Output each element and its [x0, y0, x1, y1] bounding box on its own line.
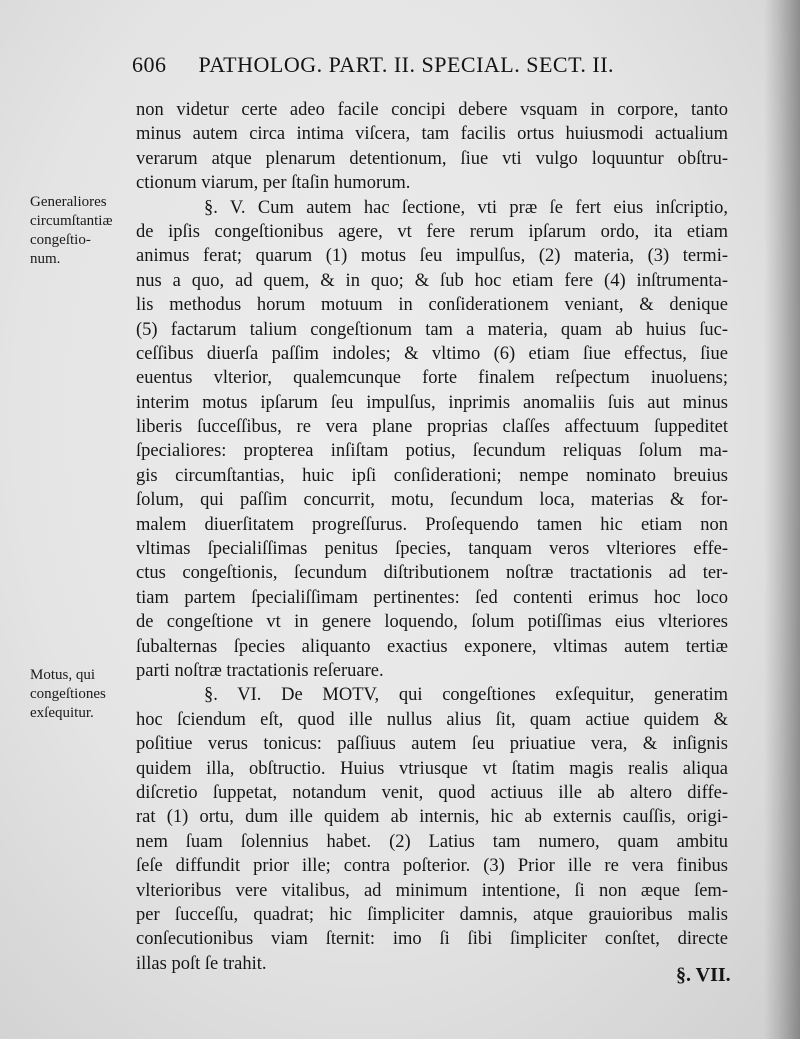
- margin-note-circumstances: [30, 193, 134, 269]
- margin-note-line: circumſtantiæ: [30, 213, 113, 229]
- text-line: ctionum viarum, per ſtaſin humorum.: [136, 173, 411, 194]
- text-line: rat (1) ortu, dum ille quidem ab internis, hic ab externis cauſſis, origi-: [136, 807, 728, 828]
- text-line: liberis ſucceſſibus, re vera plane proprias claſſes affectuum ſuppeditet: [136, 417, 728, 438]
- text-line: verarum atque plenarum detentionum, ſiue vti vulgo loquuntur obſtru-: [136, 148, 728, 169]
- page-edge-shadow: [764, 0, 800, 1039]
- text-line: malem diuerſitatem progreſſurus. Proſequendo tamen hic etiam non: [136, 514, 728, 535]
- catchword: §. VII.: [676, 964, 731, 986]
- text-line: hoc ſciendum eſt, quod ille nullus alius ſit, quam actiue quidem &: [136, 709, 728, 730]
- text-line: gis circumſtantias, huic ipſi conſiderationi; nempe nominato breuius: [136, 465, 728, 486]
- text-line: per ſucceſſu, quadrat; hic ſimpliciter damnis, atque grauioribus malis: [136, 904, 728, 925]
- text-line: ſeſe diffundit prior ille; contra poſterior. (3) Prior ille re vera finibus: [136, 856, 728, 877]
- paragraph-v-start: §. V. Cum autem hac ſectione, vti præ ſe fert eius inſcriptio,: [204, 197, 728, 218]
- text-line: conſecutionibus viam ſternit: imo ſi ſibi ſimpliciter conſtet, directe: [136, 929, 728, 950]
- running-title: PATHOLOG. PART. II. SPECIAL. SECT. II.: [198, 52, 615, 77]
- text-line: animus ferat; quarum (1) motus ſeu impulſus, (2) materia, (3) termi-: [136, 246, 728, 267]
- text-line: ſubalternas ſpecies aliquanto exactius exponere, vltimas autem tertiæ: [136, 636, 728, 657]
- text-line: nus a quo, ad quem, & in quo; & ſub hoc etiam fere (4) inſtrumenta-: [136, 270, 728, 291]
- text-line: nem ſuam ſolennius habet. (2) Latius tam numero, quam ambitu: [136, 831, 728, 852]
- text-line: ctus congeſtionis, ſecundum diſtributionem noſtræ tractationis ad ter-: [136, 563, 728, 584]
- text-line: ſolum, qui paſſim concurrit, motu, ſecundum loca, materias & for-: [136, 490, 728, 511]
- paragraph-vi-start: §. VI. De MOTV, qui congeſtiones exſequitur, generatim: [204, 685, 728, 706]
- margin-note-line: Motus, qui: [30, 667, 96, 683]
- text-line: interim motus ipſarum ſeu impulſus, inprimis anomaliis ſuis aut minus: [136, 392, 728, 413]
- text-line: ſpecialiores: propterea inſiſtam potius, ſecundum reliquas ſolum ma-: [136, 441, 728, 462]
- text-line: euentus vlterior, qualemcunque forte finalem reſpectum inuoluens;: [136, 368, 728, 389]
- text-line: poſitiue verus tonicus: paſſiuus autem ſeu priuatiue vera, & inſignis: [136, 734, 728, 755]
- margin-note-line: num.: [30, 251, 61, 267]
- margin-note-motus: [30, 666, 134, 723]
- text-line: vlterioribus vere vitalibus, ad minimum intentione, ſi non æque ſem-: [136, 880, 728, 901]
- running-header: [132, 52, 652, 78]
- text-line: vltimas ſpecialiſſimas penitus ſpecies, tanquam veros vlteriores effe-: [136, 539, 728, 560]
- page-number: 606: [132, 52, 167, 77]
- text-line: parti noſtræ tractationis reſeruare.: [136, 660, 384, 681]
- body-text: [136, 98, 728, 976]
- text-line: de ipſis congeſtionibus agere, vt fere rerum ipſarum ordo, ita etiam: [136, 221, 728, 242]
- margin-note-line: exſequitur.: [30, 705, 94, 721]
- text-line: non videtur certe adeo facile concipi debere vsquam in corpore, tanto: [136, 100, 728, 120]
- margin-note-line: congeſtiones: [30, 686, 106, 702]
- text-line: diſcretio ſuppetat, notandum venit, quod actiuus ille ab altero diffe-: [136, 782, 728, 803]
- text-line: minus autem circa intima viſcera, tam facilis ortus huiusmodi actualium: [136, 124, 728, 145]
- text-line: lis methodus horum motuum in conſiderationem veniant, & denique: [136, 295, 728, 316]
- text-line: quidem illa, obſtructio. Huius vtriusque vt ſtatim magis realis aliqua: [136, 758, 728, 779]
- text-line: de congeſtione vt in genere loquendo, ſolum potiſſimas eius vlteriores: [136, 612, 728, 633]
- text-line: (5) factarum talium congeſtionum tam a materia, quam ab huius ſuc-: [136, 319, 728, 340]
- text-line: illas poſt ſe trahit.: [136, 953, 267, 974]
- margin-note-line: congeſtio-: [30, 232, 91, 248]
- margin-note-line: Generaliores: [30, 194, 107, 210]
- text-line: ceſſibus diuerſa paſſim indoles; & vltimo (6) etiam ſiue effectus, ſiue: [136, 343, 728, 364]
- text-line: tiam partem ſpecialiſſimam pertinentes: ſed contenti erimus hoc loco: [136, 587, 728, 608]
